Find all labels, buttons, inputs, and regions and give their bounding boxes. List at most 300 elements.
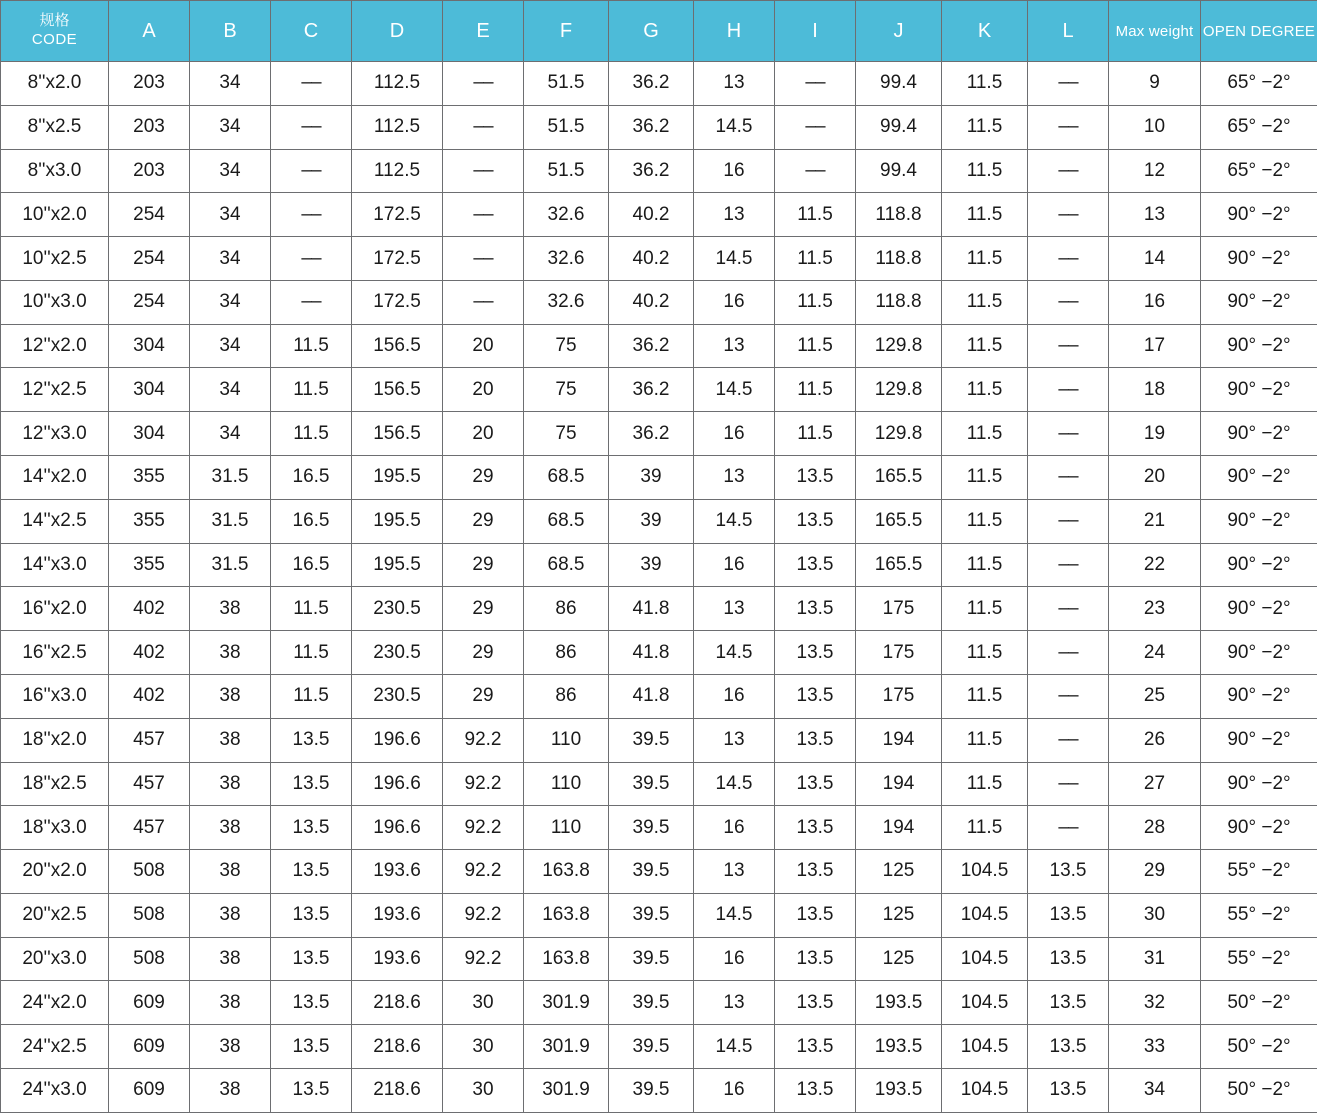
cell-max-weight: 22	[1109, 543, 1201, 587]
cell-a: 203	[109, 62, 190, 106]
cell-l: ––	[1028, 674, 1109, 718]
cell-j: 175	[856, 587, 942, 631]
cell-g: 39.5	[609, 937, 694, 981]
cell-l: ––	[1028, 718, 1109, 762]
cell-i: 11.5	[775, 237, 856, 281]
cell-k: 11.5	[942, 105, 1028, 149]
column-header-k: K	[942, 1, 1028, 62]
cell-code: 18''x2.5	[1, 762, 109, 806]
cell-h: 16	[694, 937, 775, 981]
cell-f: 51.5	[524, 62, 609, 106]
cell-f: 301.9	[524, 1068, 609, 1112]
table-row	[1, 631, 1317, 675]
cell-k: 11.5	[942, 280, 1028, 324]
cell-h: 14.5	[694, 105, 775, 149]
cell-l: ––	[1028, 456, 1109, 500]
cell-i: 13.5	[775, 499, 856, 543]
cell-f: 32.6	[524, 193, 609, 237]
cell-f: 51.5	[524, 105, 609, 149]
cell-g: 41.8	[609, 674, 694, 718]
cell-h: 14.5	[694, 631, 775, 675]
cell-a: 457	[109, 806, 190, 850]
cell-f: 86	[524, 587, 609, 631]
cell-d: 193.6	[352, 937, 443, 981]
cell-e: ––	[443, 149, 524, 193]
cell-k: 11.5	[942, 631, 1028, 675]
cell-d: 195.5	[352, 456, 443, 500]
cell-open-degree: 55° −2°	[1201, 850, 1317, 894]
cell-j: 193.5	[856, 981, 942, 1025]
table-row	[1, 62, 1317, 106]
cell-open-degree: 90° −2°	[1201, 499, 1317, 543]
column-header-code-en: CODE	[31, 31, 78, 48]
table-row	[1, 193, 1317, 237]
cell-open-degree: 90° −2°	[1201, 324, 1317, 368]
cell-j: 175	[856, 631, 942, 675]
cell-open-degree: 50° −2°	[1201, 1068, 1317, 1112]
cell-f: 163.8	[524, 850, 609, 894]
cell-f: 163.8	[524, 893, 609, 937]
cell-i: 13.5	[775, 893, 856, 937]
cell-e: 92.2	[443, 893, 524, 937]
cell-b: 38	[190, 937, 271, 981]
cell-d: 218.6	[352, 981, 443, 1025]
cell-i: 11.5	[775, 324, 856, 368]
column-header-code-cn: 规格	[39, 12, 70, 30]
cell-k: 11.5	[942, 806, 1028, 850]
cell-code: 8''x2.0	[1, 62, 109, 106]
cell-g: 41.8	[609, 631, 694, 675]
cell-h: 16	[694, 280, 775, 324]
table-row	[1, 981, 1317, 1025]
cell-b: 31.5	[190, 543, 271, 587]
cell-l: ––	[1028, 105, 1109, 149]
cell-b: 34	[190, 62, 271, 106]
cell-i: 13.5	[775, 762, 856, 806]
cell-a: 304	[109, 368, 190, 412]
cell-max-weight: 30	[1109, 893, 1201, 937]
cell-a: 304	[109, 324, 190, 368]
table-row	[1, 674, 1317, 718]
table-row	[1, 1025, 1317, 1069]
cell-e: 20	[443, 324, 524, 368]
cell-j: 118.8	[856, 193, 942, 237]
cell-i: 13.5	[775, 718, 856, 762]
cell-code: 14''x2.0	[1, 456, 109, 500]
cell-i: 13.5	[775, 674, 856, 718]
cell-open-degree: 90° −2°	[1201, 543, 1317, 587]
cell-l: ––	[1028, 631, 1109, 675]
cell-i: ––	[775, 105, 856, 149]
cell-code: 10''x2.0	[1, 193, 109, 237]
cell-j: 194	[856, 762, 942, 806]
cell-open-degree: 50° −2°	[1201, 981, 1317, 1025]
cell-f: 75	[524, 324, 609, 368]
cell-code: 14''x3.0	[1, 543, 109, 587]
cell-a: 609	[109, 981, 190, 1025]
table-row	[1, 412, 1317, 456]
cell-c: 16.5	[271, 543, 352, 587]
cell-code: 10''x2.5	[1, 237, 109, 281]
cell-h: 16	[694, 674, 775, 718]
table-row	[1, 499, 1317, 543]
column-header-code	[1, 1, 109, 62]
cell-i: 13.5	[775, 806, 856, 850]
cell-max-weight: 17	[1109, 324, 1201, 368]
cell-l: ––	[1028, 499, 1109, 543]
cell-h: 13	[694, 850, 775, 894]
cell-e: ––	[443, 280, 524, 324]
cell-k: 11.5	[942, 412, 1028, 456]
column-header-c: C	[271, 1, 352, 62]
cell-c: 16.5	[271, 499, 352, 543]
cell-b: 34	[190, 324, 271, 368]
cell-b: 38	[190, 981, 271, 1025]
cell-c: 13.5	[271, 937, 352, 981]
cell-k: 104.5	[942, 1068, 1028, 1112]
cell-b: 38	[190, 850, 271, 894]
column-header-a: A	[109, 1, 190, 62]
cell-g: 40.2	[609, 237, 694, 281]
cell-a: 609	[109, 1025, 190, 1069]
cell-b: 38	[190, 806, 271, 850]
cell-l: ––	[1028, 149, 1109, 193]
cell-e: 20	[443, 412, 524, 456]
cell-max-weight: 20	[1109, 456, 1201, 500]
table-row	[1, 543, 1317, 587]
cell-e: 92.2	[443, 806, 524, 850]
cell-l: 13.5	[1028, 1025, 1109, 1069]
cell-f: 32.6	[524, 237, 609, 281]
cell-code: 24''x2.0	[1, 981, 109, 1025]
cell-b: 38	[190, 718, 271, 762]
cell-c: 13.5	[271, 762, 352, 806]
table-row	[1, 105, 1317, 149]
cell-e: ––	[443, 105, 524, 149]
cell-e: ––	[443, 62, 524, 106]
cell-d: 112.5	[352, 149, 443, 193]
cell-h: 14.5	[694, 1025, 775, 1069]
cell-b: 38	[190, 674, 271, 718]
cell-e: 29	[443, 587, 524, 631]
cell-open-degree: 90° −2°	[1201, 718, 1317, 762]
cell-e: 20	[443, 368, 524, 412]
cell-j: 165.5	[856, 456, 942, 500]
cell-a: 508	[109, 850, 190, 894]
cell-e: 92.2	[443, 850, 524, 894]
cell-d: 156.5	[352, 412, 443, 456]
cell-h: 13	[694, 62, 775, 106]
cell-g: 39	[609, 543, 694, 587]
cell-g: 39	[609, 499, 694, 543]
cell-max-weight: 12	[1109, 149, 1201, 193]
cell-e: 29	[443, 674, 524, 718]
cell-a: 457	[109, 762, 190, 806]
cell-open-degree: 55° −2°	[1201, 893, 1317, 937]
cell-k: 11.5	[942, 674, 1028, 718]
cell-code: 16''x2.5	[1, 631, 109, 675]
cell-c: ––	[271, 237, 352, 281]
cell-b: 34	[190, 412, 271, 456]
cell-g: 39.5	[609, 981, 694, 1025]
cell-i: 11.5	[775, 280, 856, 324]
cell-f: 75	[524, 368, 609, 412]
column-header-l: L	[1028, 1, 1109, 62]
cell-e: ––	[443, 237, 524, 281]
column-header-d: D	[352, 1, 443, 62]
cell-open-degree: 90° −2°	[1201, 762, 1317, 806]
table-row	[1, 718, 1317, 762]
cell-i: ––	[775, 62, 856, 106]
cell-k: 11.5	[942, 149, 1028, 193]
cell-a: 304	[109, 412, 190, 456]
cell-open-degree: 90° −2°	[1201, 806, 1317, 850]
cell-c: 11.5	[271, 587, 352, 631]
cell-open-degree: 90° −2°	[1201, 674, 1317, 718]
cell-i: 13.5	[775, 850, 856, 894]
cell-code: 16''x2.0	[1, 587, 109, 631]
cell-e: 92.2	[443, 718, 524, 762]
cell-max-weight: 25	[1109, 674, 1201, 718]
cell-d: 172.5	[352, 237, 443, 281]
cell-g: 39.5	[609, 762, 694, 806]
cell-l: ––	[1028, 280, 1109, 324]
table-header	[1, 1, 1317, 62]
cell-j: 194	[856, 718, 942, 762]
cell-h: 16	[694, 543, 775, 587]
cell-l: ––	[1028, 806, 1109, 850]
cell-f: 75	[524, 412, 609, 456]
cell-code: 20''x3.0	[1, 937, 109, 981]
cell-j: 99.4	[856, 62, 942, 106]
cell-g: 36.2	[609, 324, 694, 368]
cell-b: 38	[190, 1068, 271, 1112]
cell-b: 34	[190, 105, 271, 149]
cell-j: 193.5	[856, 1068, 942, 1112]
cell-a: 254	[109, 280, 190, 324]
cell-max-weight: 14	[1109, 237, 1201, 281]
cell-k: 11.5	[942, 237, 1028, 281]
cell-l: 13.5	[1028, 937, 1109, 981]
cell-code: 20''x2.0	[1, 850, 109, 894]
cell-f: 301.9	[524, 1025, 609, 1069]
cell-c: 13.5	[271, 806, 352, 850]
cell-k: 11.5	[942, 62, 1028, 106]
cell-g: 39.5	[609, 718, 694, 762]
cell-d: 172.5	[352, 280, 443, 324]
cell-c: 13.5	[271, 981, 352, 1025]
cell-max-weight: 27	[1109, 762, 1201, 806]
column-header-f: F	[524, 1, 609, 62]
cell-d: 218.6	[352, 1025, 443, 1069]
cell-f: 110	[524, 718, 609, 762]
cell-c: 11.5	[271, 674, 352, 718]
cell-k: 104.5	[942, 981, 1028, 1025]
cell-h: 14.5	[694, 893, 775, 937]
cell-d: 230.5	[352, 674, 443, 718]
column-header-g: G	[609, 1, 694, 62]
cell-open-degree: 90° −2°	[1201, 280, 1317, 324]
cell-d: 193.6	[352, 850, 443, 894]
cell-code: 20''x2.5	[1, 893, 109, 937]
cell-b: 34	[190, 149, 271, 193]
cell-l: 13.5	[1028, 1068, 1109, 1112]
cell-i: 13.5	[775, 1025, 856, 1069]
cell-j: 129.8	[856, 368, 942, 412]
cell-a: 254	[109, 193, 190, 237]
cell-code: 18''x3.0	[1, 806, 109, 850]
cell-f: 86	[524, 674, 609, 718]
cell-a: 355	[109, 499, 190, 543]
cell-a: 203	[109, 149, 190, 193]
cell-j: 165.5	[856, 499, 942, 543]
cell-g: 41.8	[609, 587, 694, 631]
cell-max-weight: 16	[1109, 280, 1201, 324]
cell-max-weight: 24	[1109, 631, 1201, 675]
cell-g: 36.2	[609, 105, 694, 149]
cell-e: 29	[443, 499, 524, 543]
table-row	[1, 149, 1317, 193]
cell-c: 11.5	[271, 631, 352, 675]
cell-i: 13.5	[775, 937, 856, 981]
column-header-max-weight: Max weight	[1109, 1, 1201, 62]
cell-d: 112.5	[352, 105, 443, 149]
cell-b: 38	[190, 1025, 271, 1069]
cell-max-weight: 31	[1109, 937, 1201, 981]
cell-open-degree: 90° −2°	[1201, 456, 1317, 500]
cell-b: 34	[190, 193, 271, 237]
cell-h: 16	[694, 1068, 775, 1112]
header-row	[1, 1, 1317, 62]
cell-code: 8''x2.5	[1, 105, 109, 149]
cell-j: 175	[856, 674, 942, 718]
cell-open-degree: 65° −2°	[1201, 62, 1317, 106]
cell-d: 230.5	[352, 587, 443, 631]
cell-open-degree: 55° −2°	[1201, 937, 1317, 981]
cell-k: 11.5	[942, 543, 1028, 587]
cell-e: ––	[443, 193, 524, 237]
cell-open-degree: 90° −2°	[1201, 368, 1317, 412]
table-row	[1, 1068, 1317, 1112]
cell-c: 16.5	[271, 456, 352, 500]
table-row	[1, 456, 1317, 500]
cell-open-degree: 65° −2°	[1201, 149, 1317, 193]
cell-max-weight: 9	[1109, 62, 1201, 106]
cell-d: 172.5	[352, 193, 443, 237]
cell-d: 196.6	[352, 762, 443, 806]
cell-h: 14.5	[694, 237, 775, 281]
cell-b: 34	[190, 368, 271, 412]
cell-f: 110	[524, 762, 609, 806]
cell-max-weight: 28	[1109, 806, 1201, 850]
cell-c: 11.5	[271, 368, 352, 412]
cell-h: 16	[694, 412, 775, 456]
cell-i: 13.5	[775, 981, 856, 1025]
table-row	[1, 368, 1317, 412]
cell-l: ––	[1028, 543, 1109, 587]
cell-j: 194	[856, 806, 942, 850]
cell-l: ––	[1028, 193, 1109, 237]
cell-code: 12''x2.0	[1, 324, 109, 368]
cell-a: 402	[109, 674, 190, 718]
cell-max-weight: 13	[1109, 193, 1201, 237]
cell-d: 195.5	[352, 543, 443, 587]
table-row	[1, 806, 1317, 850]
table-row	[1, 762, 1317, 806]
column-header-h: H	[694, 1, 775, 62]
cell-c: ––	[271, 280, 352, 324]
cell-j: 99.4	[856, 149, 942, 193]
cell-e: 92.2	[443, 762, 524, 806]
table-row	[1, 937, 1317, 981]
cell-j: 125	[856, 937, 942, 981]
cell-a: 355	[109, 543, 190, 587]
cell-max-weight: 32	[1109, 981, 1201, 1025]
cell-j: 125	[856, 850, 942, 894]
table-row	[1, 850, 1317, 894]
cell-g: 39	[609, 456, 694, 500]
cell-max-weight: 23	[1109, 587, 1201, 631]
cell-l: 13.5	[1028, 981, 1109, 1025]
cell-e: 29	[443, 631, 524, 675]
cell-k: 11.5	[942, 456, 1028, 500]
cell-i: ––	[775, 149, 856, 193]
cell-k: 11.5	[942, 762, 1028, 806]
column-header-e: E	[443, 1, 524, 62]
cell-k: 104.5	[942, 937, 1028, 981]
cell-k: 11.5	[942, 193, 1028, 237]
cell-f: 68.5	[524, 543, 609, 587]
cell-g: 36.2	[609, 412, 694, 456]
cell-h: 13	[694, 324, 775, 368]
cell-i: 13.5	[775, 587, 856, 631]
cell-g: 40.2	[609, 193, 694, 237]
cell-c: 11.5	[271, 324, 352, 368]
cell-b: 38	[190, 762, 271, 806]
cell-j: 165.5	[856, 543, 942, 587]
cell-e: 30	[443, 981, 524, 1025]
cell-l: ––	[1028, 324, 1109, 368]
cell-d: 112.5	[352, 62, 443, 106]
cell-c: 13.5	[271, 718, 352, 762]
column-header-b: B	[190, 1, 271, 62]
cell-a: 508	[109, 893, 190, 937]
cell-code: 18''x2.0	[1, 718, 109, 762]
cell-max-weight: 21	[1109, 499, 1201, 543]
cell-g: 39.5	[609, 893, 694, 937]
cell-h: 16	[694, 806, 775, 850]
table-row	[1, 587, 1317, 631]
cell-a: 355	[109, 456, 190, 500]
cell-l: 13.5	[1028, 893, 1109, 937]
cell-a: 508	[109, 937, 190, 981]
cell-g: 39.5	[609, 1068, 694, 1112]
cell-max-weight: 26	[1109, 718, 1201, 762]
cell-d: 193.6	[352, 893, 443, 937]
cell-c: ––	[271, 105, 352, 149]
cell-c: 13.5	[271, 1068, 352, 1112]
cell-j: 118.8	[856, 280, 942, 324]
cell-d: 195.5	[352, 499, 443, 543]
cell-h: 13	[694, 981, 775, 1025]
column-header-i: I	[775, 1, 856, 62]
cell-i: 11.5	[775, 412, 856, 456]
cell-open-degree: 65° −2°	[1201, 105, 1317, 149]
cell-f: 301.9	[524, 981, 609, 1025]
cell-l: ––	[1028, 762, 1109, 806]
cell-g: 39.5	[609, 850, 694, 894]
cell-a: 457	[109, 718, 190, 762]
